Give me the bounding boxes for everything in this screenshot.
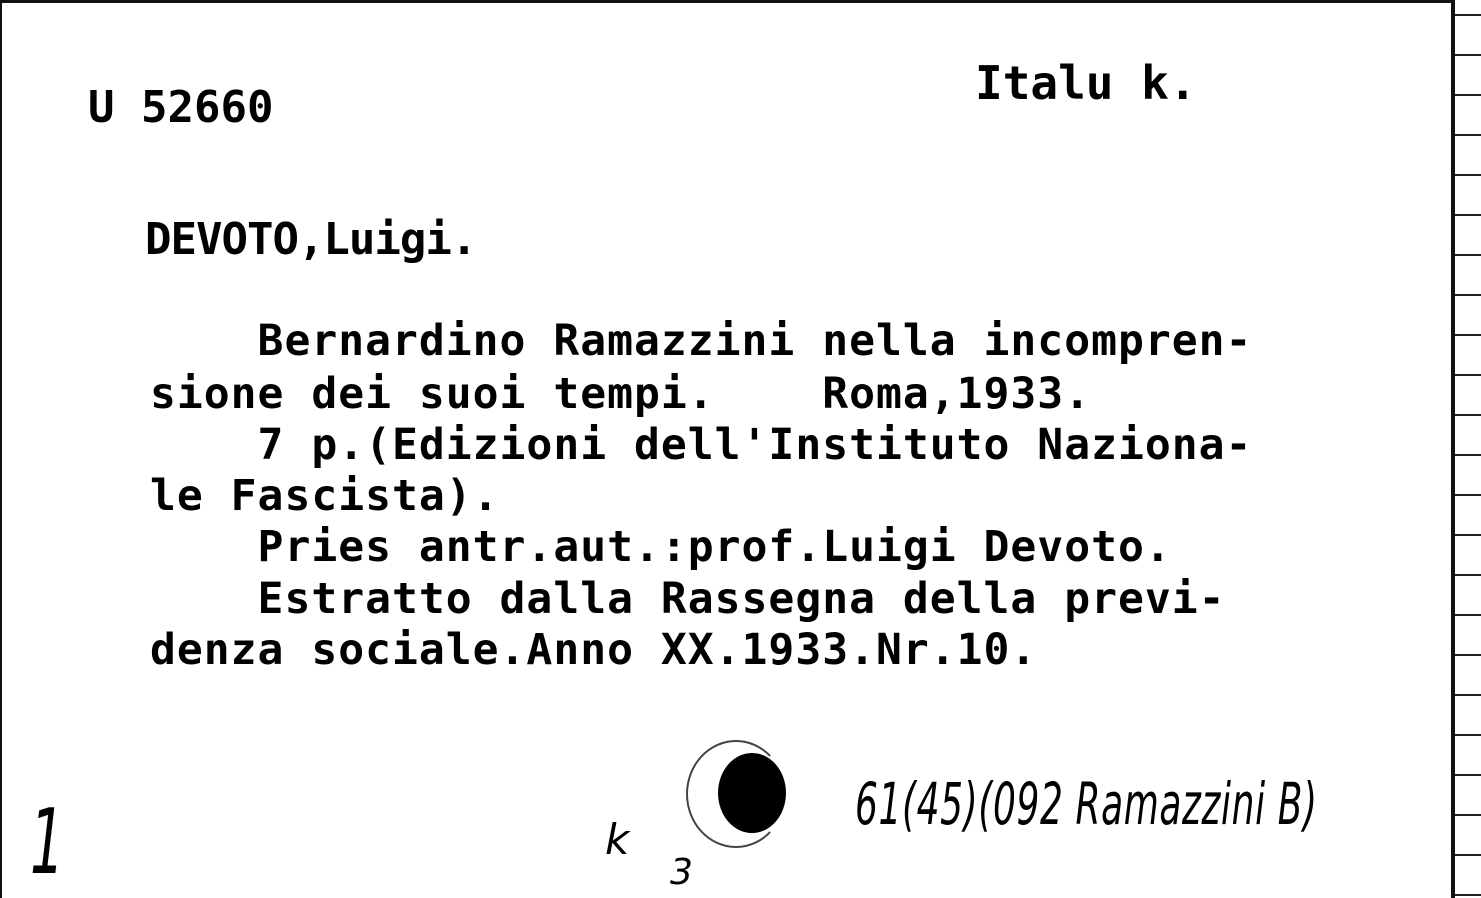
location-mark: Italu k. [975,56,1197,110]
body-line-6: Estratto dalla Rassegna della previ- [150,574,1226,624]
handwritten-3: 3 [670,852,693,893]
body-line-3: 7 p.(Edizioni dell'Instituto Naziona- [150,420,1253,470]
body-line-1: Bernardino Ramazzini nella incompren- [150,316,1253,366]
handwritten-k: k [605,815,630,864]
body-line-4: le Fascista). [150,471,500,521]
author-heading: DEVOTO,Luigi. [145,214,477,265]
body-line-7: denza sociale.Anno XX.1933.Nr.10. [150,625,1038,675]
punch-hole [718,753,786,833]
card-edge [1451,0,1481,898]
handwritten-number: 1 [30,790,65,895]
body-line-2: sione dei suoi tempi. Roma,1933. [150,369,1092,419]
classification-number: 61(45)(092 Ramazzini B) [855,770,1318,838]
body-line-5: Pries antr.aut.:prof.Luigi Devoto. [150,522,1172,572]
call-number: U 52660 [88,82,274,133]
